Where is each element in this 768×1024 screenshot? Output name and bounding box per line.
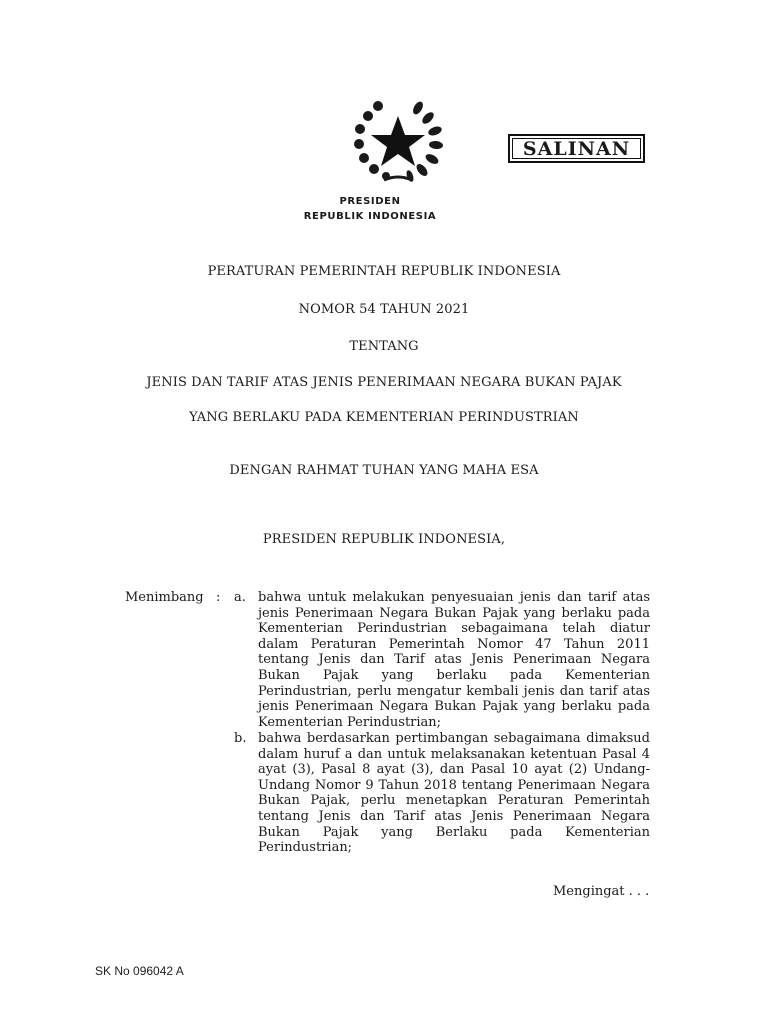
menimbang-label: Menimbang (125, 590, 204, 605)
garuda-star-emblem-icon (348, 94, 448, 186)
president-label: PRESIDEN (339, 196, 401, 207)
item-b-letter: b. (234, 731, 247, 746)
president-declaration: PRESIDEN REPUBLIK INDONESIA, (262, 532, 506, 547)
footer-code: SK No 096042 A (95, 964, 184, 978)
salinan-text: SALINAN (522, 137, 631, 160)
invocation: DENGAN RAHMAT TUHAN YANG MAHA ESA (229, 463, 539, 478)
regulation-title: PERATURAN PEMERINTAH REPUBLIK INDONESIA (207, 264, 561, 279)
republic-label: REPUBLIK INDONESIA (303, 211, 437, 222)
menimbang-colon: : (216, 590, 221, 605)
regulation-subject: JENIS DAN TARIF ATAS JENIS PENERIMAAN NEGARA BUKAN PAJAK (146, 375, 622, 390)
regulation-number: NOMOR 54 TAHUN 2021 (298, 302, 470, 317)
item-a-text: bahwa untuk melakukan penyesuaian jenis dan tarif atas jenis Penerimaan Negara Bukan Pajak yang berlaku pada Kementerian Perindustrian sebagaimana telah diatur dalam Peraturan Pemerintah Nomor 47 Tahun 2011 tentang Jenis dan Tarif atas Jenis Penerimaan Negara Bukan Pajak yang berlaku pada Kementerian Perindustrian, perlu mengatur kembali jenis dan tarif atas jenis Penerimaan Negara Bukan Pajak yang berlaku pada Kementerian Perindustrian; (258, 590, 650, 730)
salinan-stamp (508, 134, 645, 163)
item-a-letter: a. (234, 590, 246, 605)
regulation-about: TENTANG (349, 339, 419, 354)
item-b-text: bahwa berdasarkan pertimbangan sebagaimana dimaksud dalam huruf a dan untuk melaksanakan ketentuan Pasal 4 ayat (3), Pasal 8 ayat (3), dan Pasal 10 ayat (2) Undang-Undang Nomor 9 Tahun 2018 tentang Penerimaan Negara Bukan Pajak, perlu menetapkan Peraturan Pemerintah tentang Jenis dan Tarif atas Jenis Penerimaan Negara Bukan Pajak yang Berlaku pada Kementerian Perindustrian; (258, 731, 650, 856)
regulation-subject-2: YANG BERLAKU PADA KEMENTERIAN PERINDUSTRIAN (189, 410, 579, 425)
continuation-catchword: Mengingat . . . (553, 884, 650, 899)
